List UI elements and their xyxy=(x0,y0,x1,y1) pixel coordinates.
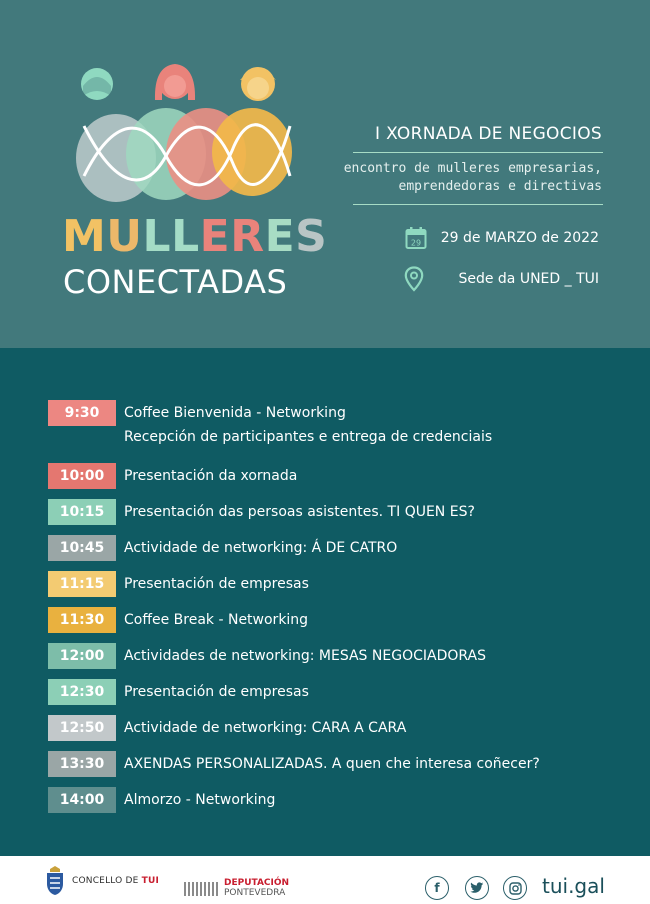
schedule-time-badge: 14:00 xyxy=(48,787,116,813)
brand-letter: M xyxy=(62,211,107,262)
concello-prefix: CONCELLO DE xyxy=(72,876,139,886)
brand-letter: U xyxy=(106,211,143,262)
schedule-row xyxy=(48,535,397,561)
schedule-activity: Coffee Bienvenida - Networking xyxy=(124,405,346,421)
schedule-activity: Presentación de empresas xyxy=(124,576,309,592)
schedule-time-badge: 10:15 xyxy=(48,499,116,525)
woman-head-red-icon xyxy=(155,64,195,100)
schedule-activity: Actividades de networking: MESAS NEGOCIADORAS xyxy=(124,648,486,664)
schedule-row xyxy=(48,571,309,597)
schedule-row xyxy=(48,400,346,426)
schedule-row xyxy=(48,787,275,813)
event-date-row xyxy=(405,226,599,250)
deputacion-line-2: PONTEVEDRA xyxy=(224,888,286,898)
instagram-icon[interactable] xyxy=(503,876,527,900)
schedule-time-badge: 11:15 xyxy=(48,571,116,597)
event-title: I XORNADA DE NEGOCIOS xyxy=(375,124,602,144)
schedule-activity: Presentación das persoas asistentes. TI QUEN ES? xyxy=(124,504,475,520)
event-date: 29 de MARZO de 2022 xyxy=(440,230,599,246)
schedule-row xyxy=(48,751,540,777)
schedule-activity: Presentación da xornada xyxy=(124,468,298,484)
header-banner xyxy=(0,0,650,348)
event-venue: Sede da UNED _ TUI xyxy=(458,271,599,287)
divider xyxy=(353,204,603,205)
brand-letter: S xyxy=(295,211,328,262)
schedule-subtext: Recepción de participantes e entrega de credenciais xyxy=(124,429,493,445)
subtitle-line-1: encontro de mulleres empresarias, xyxy=(343,161,602,176)
brand-letter: L xyxy=(171,211,200,262)
schedule-row xyxy=(48,643,486,669)
event-venue-row xyxy=(404,266,599,292)
brand-conectadas: CONECTADAS xyxy=(63,263,288,301)
brand-letter: E xyxy=(264,211,296,262)
location-pin-icon xyxy=(404,266,424,292)
concello-name: TUI xyxy=(141,876,160,886)
deputacion-line-1: DEPUTACIÓN xyxy=(224,878,290,888)
woman-head-green-icon xyxy=(81,68,113,100)
facebook-icon[interactable]: f xyxy=(425,876,449,900)
schedule-time-badge: 10:00 xyxy=(48,463,116,489)
schedule-time-badge: 10:45 xyxy=(48,535,116,561)
deputacion-logo[interactable] xyxy=(184,878,289,898)
schedule-activity: Actividade de networking: Á DE CATRO xyxy=(124,540,398,556)
concello-logo[interactable] xyxy=(44,866,159,896)
calendar-icon xyxy=(405,226,427,250)
schedule-row xyxy=(48,607,308,633)
schedule-row xyxy=(48,463,297,489)
schedule-time-badge: 13:30 xyxy=(48,751,116,777)
event-subtitle xyxy=(302,160,602,196)
schedule-time-badge: 12:50 xyxy=(48,715,116,741)
brand-letter: E xyxy=(199,211,231,262)
schedule-time-badge: 12:30 xyxy=(48,679,116,705)
calendar-day: 29 xyxy=(410,238,421,248)
divider xyxy=(353,152,603,153)
schedule-time-badge: 9:30 xyxy=(48,400,116,426)
schedule-row xyxy=(48,715,406,741)
schedule-activity: Actividade de networking: CARA A CARA xyxy=(124,720,407,736)
schedule-time-badge: 11:30 xyxy=(48,607,116,633)
schedule-row xyxy=(48,679,309,705)
brand-letter: R xyxy=(230,211,265,262)
mulleres-logo-graphic xyxy=(54,56,314,216)
coat-of-arms-icon xyxy=(44,866,66,896)
subtitle-line-2: emprendedoras e directivas xyxy=(398,179,602,194)
schedule-time-badge: 12:00 xyxy=(48,643,116,669)
deputacion-emblem-icon xyxy=(184,878,218,898)
schedule-row xyxy=(48,499,475,525)
schedule-activity: Almorzo - Networking xyxy=(124,792,276,808)
website-link[interactable]: tui.gal xyxy=(542,874,605,898)
brand-letter: L xyxy=(142,211,172,262)
woman-head-yellow-icon xyxy=(240,67,276,101)
schedule-activity: Coffee Break - Networking xyxy=(124,612,309,628)
brand-mulleres xyxy=(62,212,327,262)
schedule-activity: AXENDAS PERSONALIZADAS. A quen che interesa coñecer? xyxy=(124,756,540,772)
schedule-activity: Presentación de empresas xyxy=(124,684,309,700)
twitter-icon[interactable] xyxy=(465,876,489,900)
